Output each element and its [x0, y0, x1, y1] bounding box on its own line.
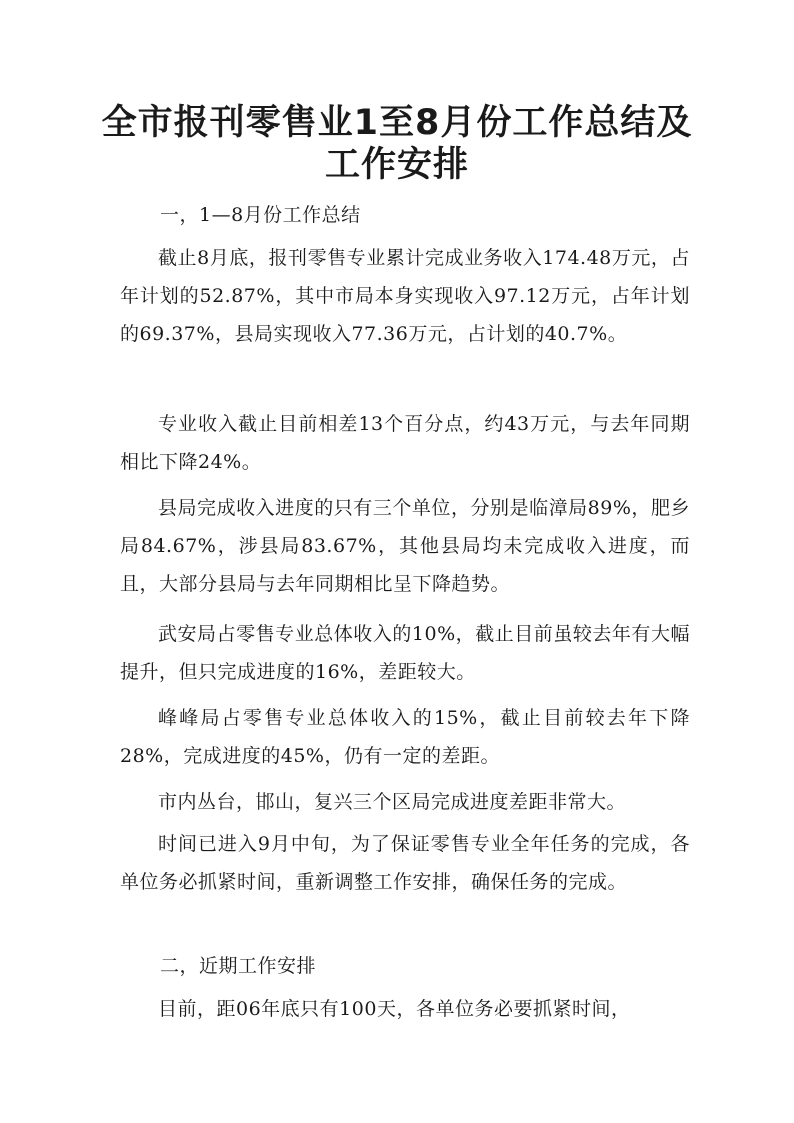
- paragraph-7: 时间已进入9月中旬，为了保证零售专业全年任务的完成，各单位务必抓紧时间，重新调整工作安排，确保任务的完成。: [120, 833, 690, 893]
- paragraph-5: 峰峰局占零售专业总体收入的15%，截止目前较去年下降28%，完成进度的45%，仍有一定的差距。: [120, 707, 690, 767]
- section-2-heading: 二，近期工作安排: [160, 955, 317, 977]
- paragraph-4: 武安局占零售专业总体收入的10%，截止目前虽较去年有大幅提升，但只完成进度的16%，差距较大。: [120, 623, 690, 683]
- document-title-line-1: 全市报刊零售业1至8月份工作总结及: [101, 103, 693, 143]
- section-1-heading: 一，1—8月份工作总结: [160, 204, 361, 226]
- paragraph-8: 目前，距06年底只有100天，各单位务必要抓紧时间，: [158, 998, 631, 1020]
- paragraph-3: 县局完成收入进度的只有三个单位，分别是临漳局89%，肥乡局84.67%，涉县局83.67%，其他县局均未完成收入进度，而且，大部分县局与去年同期相比呈下降趋势。: [120, 497, 690, 595]
- paragraph-6: 市内丛台，邯山，复兴三个区局完成进度差距非常大。: [158, 791, 627, 813]
- paragraph-2: 专业收入截止目前相差13个百分点，约43万元，与去年同期相比下降24%。: [120, 413, 690, 473]
- paragraph-1: 截止8月底，报刊零售专业累计完成业务收入174.48万元，占年计划的52.87%，其中市局本身实现收入97.12万元，占年计划的69.37%，县局实现收入77.36万元，占计划的40.7%。: [120, 247, 690, 345]
- document-title-line-2: 工作安排: [324, 145, 469, 185]
